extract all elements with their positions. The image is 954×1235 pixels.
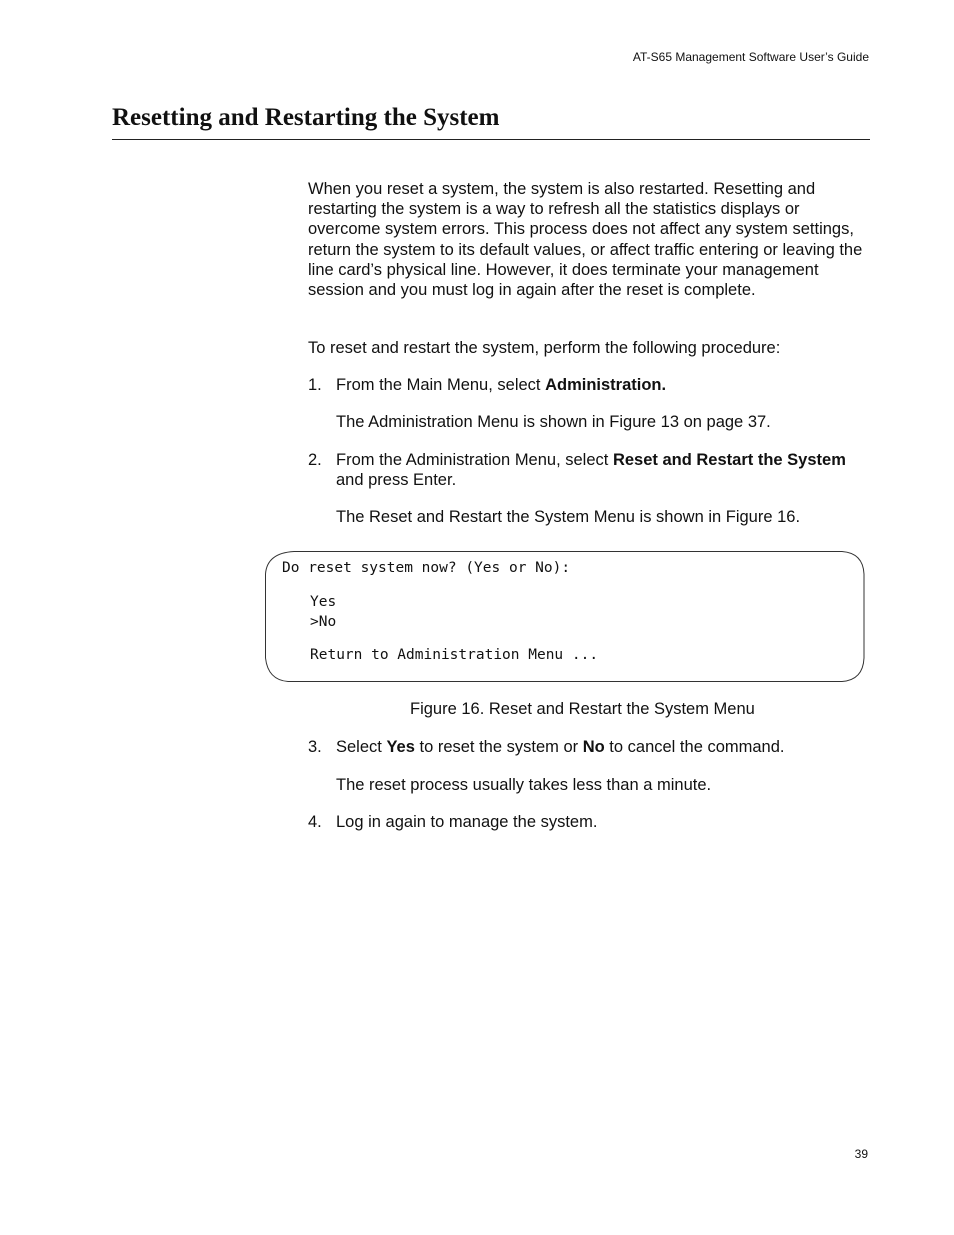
step-text: Log in again to manage the system.	[336, 813, 598, 831]
step-bold: Administration.	[545, 376, 667, 394]
intro-text: When you reset a system, the system is also restarted. Resetting and restarting the system is a way to refresh all the statistics displays or overcome system errors. This process does not affect any system settings, return the system to its default values, or affect traffic entering or leaving the line card’s physical line. However, it does terminate your management session and you must log in again after the reset is complete.	[308, 180, 863, 300]
procedure-lead: To reset and restart the system, perform the following procedure:	[308, 339, 781, 357]
page-number: 39	[854, 1147, 868, 1161]
step-number: 1.	[308, 376, 322, 394]
title-rule	[112, 139, 870, 140]
step-bold-no: No	[582, 738, 605, 756]
step-text: From the Main Menu, select	[336, 376, 546, 394]
step-1	[308, 375, 870, 395]
option-yes[interactable]: Yes	[310, 594, 337, 610]
step-bold-yes: Yes	[386, 738, 415, 756]
step-text-after: and press Enter.	[336, 471, 457, 490]
intro-paragraph	[308, 179, 870, 300]
reset-prompt: Do reset system now? (Yes or No):	[282, 560, 571, 576]
step-3-note: The reset process usually takes less than a minute.	[336, 776, 712, 794]
step-text: From the Administration Menu, select	[336, 451, 613, 469]
figure-caption: Figure 16. Reset and Restart the System Menu	[410, 700, 755, 718]
step-4	[308, 812, 870, 832]
step-text: Select	[336, 738, 387, 756]
return-menu-item[interactable]: Return to Administration Menu ...	[310, 647, 599, 663]
step-3	[308, 737, 870, 757]
step-2	[308, 450, 870, 490]
step-2-note: The Reset and Restart the System Menu is shown in Figure 16.	[336, 508, 801, 526]
step-number: 4.	[308, 813, 322, 831]
step-1-note: The Administration Menu is shown in Figure 13 on page 37.	[336, 413, 771, 431]
section-title: Resetting and Restarting the System	[112, 104, 500, 131]
step-bold: Reset and Restart the System	[612, 451, 846, 469]
step-text-middle: to reset the system or	[414, 738, 583, 756]
terminal-menu-figure	[264, 550, 866, 684]
step-text-after: to cancel the command.	[604, 738, 785, 756]
step-number: 3.	[308, 738, 322, 756]
step-number: 2.	[308, 451, 322, 469]
running-header: AT-S65 Management Software User’s Guide	[632, 50, 869, 64]
option-no[interactable]: >No	[310, 614, 337, 630]
